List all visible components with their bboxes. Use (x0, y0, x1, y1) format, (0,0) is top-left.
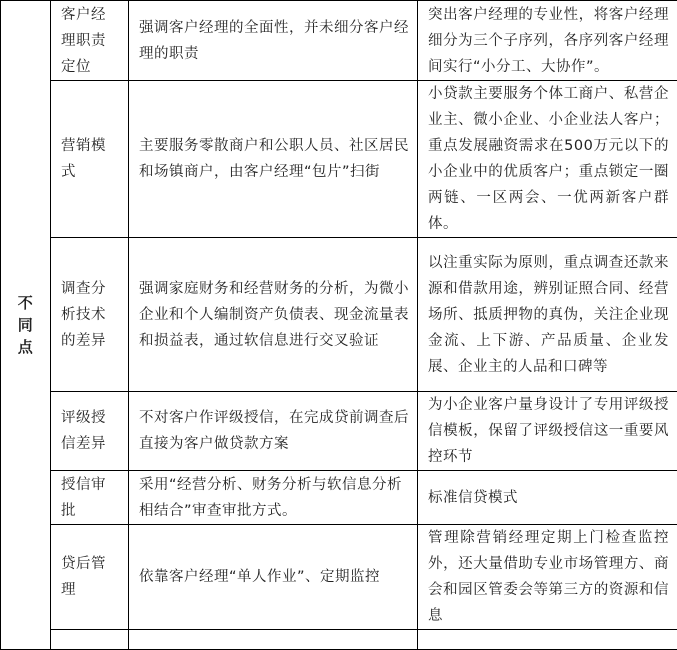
micro-text: 突出客户经理的专业性，将客户经理细分为三个子序列，各序列客户经理间实行“小分工、大协作”。 (428, 2, 669, 80)
category-cell (51, 471, 129, 525)
traditional-cell (129, 392, 418, 471)
traditional-cell (129, 471, 418, 525)
micro-text: 为小企业客户量身设计了专用评级授信模板，保留了评级授信这一重要风控环节 (428, 392, 669, 470)
traditional-text: 强调家庭财务和经营财务的分析，为微小企业和个人编制资产负债表、现金流量表和损益表，通过软信息进行交叉验证 (139, 276, 409, 354)
traditional-cell (129, 525, 418, 630)
traditional-text: 采用“经营分析、财务分析与软信息分析相结合”审查审批方式。 (139, 472, 409, 524)
traditional-cell (129, 238, 418, 392)
traditional-text: 主要服务零散商户和公职人员、社区居民和场镇商户，由客户经理“包片”扫街 (139, 133, 409, 185)
table-row (1, 238, 677, 392)
category-label: 评级授信差异 (61, 405, 118, 457)
category-label: 客户经理职责定位 (61, 2, 118, 80)
micro-text: 标准信贷模式 (428, 485, 669, 511)
micro-cell (418, 471, 677, 525)
left-header: 不同点 (12, 292, 40, 358)
table-row (1, 81, 677, 238)
traditional-text: 依靠客户经理“单人作业”、定期监控 (139, 564, 409, 590)
category-label: 营销模式 (61, 133, 118, 185)
category-cell (51, 1, 129, 81)
left-header-cell (1, 1, 51, 650)
table-row-partial (1, 630, 677, 650)
traditional-text: 不对客户作评级授信，在完成贷前调查后直接为客户做贷款方案 (139, 405, 409, 457)
category-cell (51, 392, 129, 471)
traditional-cell (129, 81, 418, 238)
traditional-cell (129, 1, 418, 81)
category-cell (51, 238, 129, 392)
category-label: 调查分析技术的差异 (61, 276, 118, 354)
table-row (1, 525, 677, 630)
micro-cell (418, 392, 677, 471)
micro-text: 管理除营销经理定期上门检查监控外，还大量借助专业市场管理方、商会和园区管委会等第三方的资源和信息 (428, 525, 669, 629)
traditional-text: 强调客户经理的全面性，并未细分客户经理的职责 (139, 15, 409, 67)
table-row (1, 471, 677, 525)
category-label: 授信审批 (61, 472, 118, 524)
category-cell (51, 525, 129, 630)
category-cell (51, 81, 129, 238)
empty-cell (51, 630, 129, 650)
micro-text: 以注重实际为原则，重点调查还款来源和借款用途，辨别证照合同、经营场所、抵质押物的真伪，关注企业现金流、上下游、产品质量、企业发展、企业主的人品和口碑等 (428, 250, 669, 380)
micro-cell (418, 1, 677, 81)
table-row (1, 392, 677, 471)
micro-cell (418, 238, 677, 392)
table-row (1, 1, 677, 81)
micro-text: 小贷款主要服务个体工商户、私营企业主、微小企业、小企业法人客户；重点发展融资需求在500万元以下的小企业中的优质客户；重点锁定一圈两链、一区两会、一优两新客户群体。 (428, 81, 669, 237)
category-label: 贷后管理 (61, 551, 118, 603)
micro-cell (418, 81, 677, 238)
micro-cell (418, 525, 677, 630)
empty-cell (418, 630, 677, 650)
empty-cell (129, 630, 418, 650)
